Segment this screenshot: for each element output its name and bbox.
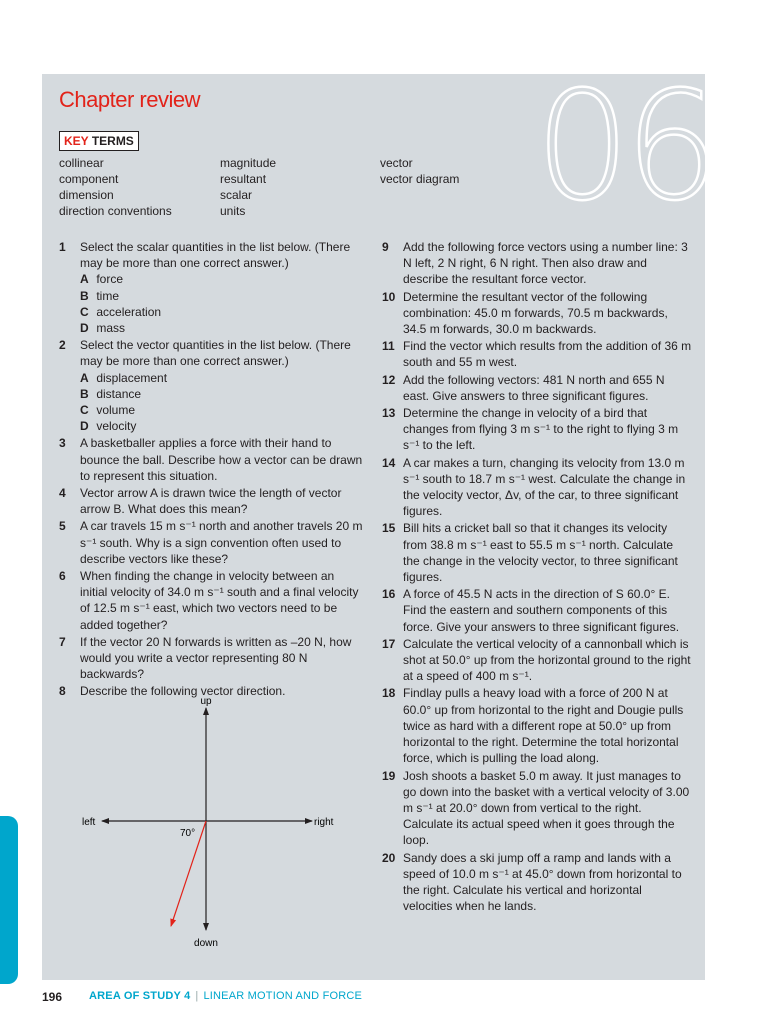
footer-divider: | bbox=[195, 990, 199, 1002]
key-term: component bbox=[59, 172, 119, 186]
right-label: right bbox=[314, 817, 334, 828]
key-term: vector diagram bbox=[380, 172, 460, 186]
question-text: Add the following force vectors using a number line: 3 N left, 2 N right, 6 N right. Then also draw and describe the resultant force vector. bbox=[403, 240, 688, 287]
question-13: 13 Determine the change in velocity of a bird that changes from flying 3 m s⁻¹ to the right to flying 3 m s⁻¹ to the left. bbox=[382, 405, 692, 454]
question-6: 6 When finding the change in velocity between an initial velocity of 34.0 m s⁻¹ south and a final velocity of 12.5 m s⁻¹ east, which two vectors need to be added together? bbox=[59, 568, 364, 633]
question-5: 5 A car travels 15 m s⁻¹ north and another travels 20 m s⁻¹ south. Why is a sign convention often used to describe vectors like these? bbox=[59, 519, 363, 566]
chapter-number: 06 bbox=[535, 60, 714, 234]
question-text: Determine the resultant vector of the following combination: 45.0 m forwards, 70.5 m backwards, 34.5 m forwards, 30.0 m backwards. bbox=[403, 289, 668, 337]
page-title: Chapter review bbox=[59, 87, 200, 112]
option: C volume bbox=[80, 403, 136, 418]
option: D velocity bbox=[80, 419, 137, 434]
key-term: vector bbox=[380, 156, 413, 170]
area-of-study: AREA OF STUDY 4 bbox=[89, 990, 191, 1002]
key-terms-label bbox=[59, 131, 139, 151]
left-label: left bbox=[82, 817, 96, 828]
question-text: Findlay pulls a heavy load with a force of 200 N at 60.0° up from horizontal to the right and Dougie pulls twice as hard with a different rope at 50.0° up from horizontal to the right. Determine the total horizontal force, which is pulling the load along. bbox=[403, 686, 684, 766]
question-text: Select the scalar quantities in the list below. (There may be more than one correct answer.) bbox=[80, 240, 351, 271]
key-term: scalar bbox=[220, 188, 253, 202]
question-11: 11 Find the vector which results from the addition of 36 m south and 55 m west. bbox=[382, 339, 692, 370]
question-number: 2 bbox=[59, 338, 66, 353]
question-9: 9 Add the following force vectors using a number line: 3 N left, 2 N right, 6 N right. Then also draw and describe the resultant force vector. bbox=[382, 239, 692, 288]
question-18: 18 Findlay pulls a heavy load with a force of 200 N at 60.0° up from horizontal to the right and Dougie pulls twice as hard with a different rope at 50.0° up from horizontal to the right. Determine the total horizontal force, which is pulling the load along. bbox=[382, 685, 692, 766]
question-19: 19 Josh shoots a basket 5.0 m away. It just manages to go down into the basket with a vertical velocity of 3.00 m s⁻¹ at 20.0° down from vertical to the right. Calculate its actual speed when it goes through the loop. bbox=[382, 768, 692, 849]
key-terms-col2 bbox=[220, 155, 276, 219]
key-term: direction conventions bbox=[59, 204, 172, 218]
question-8: 8 Describe the following vector direction. bbox=[59, 683, 364, 699]
key-term: magnitude bbox=[220, 156, 277, 170]
questions-right bbox=[382, 239, 692, 915]
question-text: When finding the change in velocity between an initial velocity of 34.0 m s⁻¹ south and a final velocity of 12.5 m s⁻¹ east, which two vectors need to be added together? bbox=[80, 569, 359, 632]
key-term: resultant bbox=[220, 172, 267, 186]
question-2 bbox=[59, 337, 364, 434]
question-3: 3 A basketballer applies a force with their hand to bounce the ball. Describe how a vector can be drawn to represent this situation. bbox=[59, 436, 363, 483]
question-text: Add the following vectors: 481 N north and 655 N east. Give answers to three significant figures. bbox=[403, 372, 665, 403]
key-term: collinear bbox=[59, 156, 104, 170]
question-text: Sandy does a ski jump off a ramp and lands with a speed of 10.0 m s⁻¹ at 45.0° down from horizontal to the right. Calculate his vertical and horizontal velocities when he lands. bbox=[403, 850, 682, 914]
question-text: Calculate the vertical velocity of a cannonball which is shot at 50.0° up from the horizontal ground to the right at a speed of 400 m s⁻¹. bbox=[403, 636, 691, 684]
question-text: A force of 45.5 N acts in the direction of S 60.0° E. Find the eastern and southern components of this force. Give your answers to three significant figures. bbox=[403, 587, 680, 634]
down-label: down bbox=[194, 938, 218, 949]
up-label: up bbox=[200, 696, 212, 707]
question-text: Josh shoots a basket 5.0 m away. It just manages to go down into the basket with a vertical velocity of 3.00 m s⁻¹ at 20.0° down from vertical to the right. Calculate its actual speed when it goes through the loop. bbox=[403, 768, 690, 848]
option: A displacement bbox=[80, 370, 168, 385]
question-number: 1 bbox=[59, 240, 66, 254]
key-label: KEY bbox=[64, 134, 89, 148]
question-text: A car makes a turn, changing its velocity from 13.0 m s⁻¹ south to 18.7 m s⁻¹ west. Calculate the change in the velocity vector, Δv, of the car, to three significant figures. bbox=[403, 455, 686, 519]
question-text: Bill hits a cricket ball so that it changes its velocity from 38.8 m s⁻¹ east to 55.5 m s⁻¹ north. Calculate the change in the velocity vector, to three significant figures. bbox=[403, 521, 678, 585]
page-number: 196 bbox=[42, 990, 63, 1004]
questions-left bbox=[59, 239, 364, 701]
angle-label: 70° bbox=[180, 828, 196, 839]
question-text: Find the vector which results from the addition of 36 m south and 55 m west. bbox=[403, 339, 692, 370]
question-text: Determine the change in velocity of a bird that changes from flying 3 m s⁻¹ to the right to flying 3 m s⁻¹ to the left. bbox=[403, 406, 679, 453]
key-terms-col3 bbox=[380, 155, 459, 187]
question-text: Select the vector quantities in the list below. (There may be more than one correct answer.) bbox=[80, 338, 351, 369]
key-terms-col1 bbox=[59, 155, 172, 219]
question-14: 14 A car makes a turn, changing its velocity from 13.0 m s⁻¹ south to 18.7 m s⁻¹ west. Calculate the change in the velocity vector, Δv, of the car, to three significant figures. bbox=[382, 455, 692, 520]
question-text: A basketballer applies a force with their hand to bounce the ball. Describe how a vector can be drawn to represent this situation. bbox=[80, 436, 363, 483]
option: B distance bbox=[80, 386, 142, 401]
question-7: 7 If the vector 20 N forwards is written as –20 N, how would you write a vector representing 80 N backwards? bbox=[59, 634, 364, 683]
option: B time bbox=[80, 288, 120, 303]
question-10: 10 Determine the resultant vector of the following combination: 45.0 m forwards, 70.5 m backwards, 34.5 m forwards, 30.0 m backwards. bbox=[382, 289, 692, 338]
question-1 bbox=[59, 239, 364, 336]
footer-topic: LINEAR MOTION AND FORCE bbox=[203, 990, 363, 1002]
side-tab bbox=[0, 816, 18, 984]
option: D mass bbox=[80, 321, 126, 336]
question-20: 20 Sandy does a ski jump off a ramp and lands with a speed of 10.0 m s⁻¹ at 45.0° down from horizontal to the right. Calculate his vertical and horizontal velocities when he lands. bbox=[382, 850, 692, 915]
question-text: A car travels 15 m s⁻¹ north and another travels 20 m s⁻¹ south. Why is a sign convention often used to describe vectors like these? bbox=[80, 519, 363, 566]
question-text: Vector arrow A is drawn twice the length of vector arrow B. What does this mean? bbox=[80, 486, 342, 517]
question-17: 17 Calculate the vertical velocity of a cannonball which is shot at 50.0° up from the horizontal ground to the right at a speed of 400 m s⁻¹. bbox=[382, 636, 691, 684]
terms-label: TERMS bbox=[91, 134, 134, 148]
question-15: 15 Bill hits a cricket ball so that it changes its velocity from 38.8 m s⁻¹ east to 55.5 m s⁻¹ north. Calculate the change in the velocity vector, to three significant figures. bbox=[382, 520, 692, 585]
option: C acceleration bbox=[80, 304, 162, 319]
question-12: 12 Add the following vectors: 481 N north and 655 N east. Give answers to three significant figures. bbox=[382, 372, 692, 404]
vector-direction-diagram bbox=[72, 694, 352, 954]
running-footer bbox=[89, 990, 362, 1002]
question-16: 16 A force of 45.5 N acts in the direction of S 60.0° E. Find the eastern and southern components of this force. Give your answers to three significant figures. bbox=[382, 586, 692, 635]
key-term: dimension bbox=[59, 188, 114, 202]
key-term: units bbox=[220, 204, 246, 218]
question-4: 4 Vector arrow A is drawn twice the length of vector arrow B. What does this mean? bbox=[59, 485, 364, 517]
option: A force bbox=[80, 272, 124, 287]
question-text: If the vector 20 N forwards is written as –20 N, how would you write a vector representing 80 N backwards? bbox=[80, 634, 352, 682]
question-text: Describe the following vector direction. bbox=[80, 684, 286, 699]
